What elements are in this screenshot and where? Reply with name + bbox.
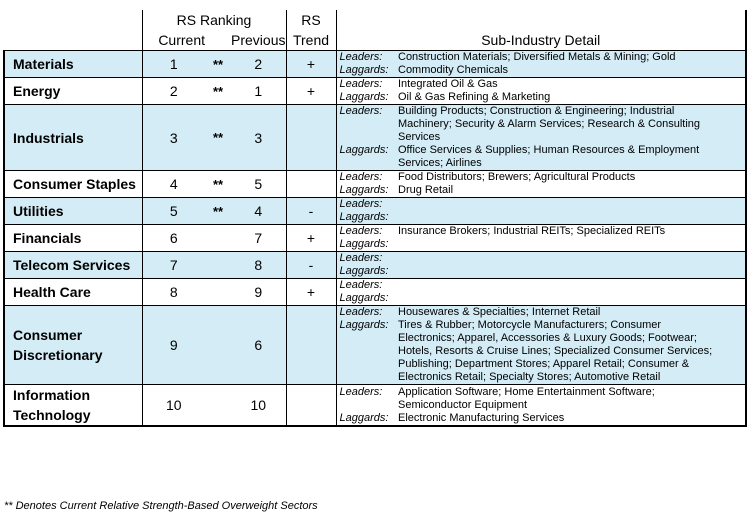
current-rank: 7 [142,252,205,279]
overweight-marker: ** [205,105,231,171]
sub-industry-header: Sub-Industry Detail [336,10,746,51]
laggards-label: Laggards: [339,144,389,156]
rs-trend: + [286,225,336,252]
laggards-text: Electronics; Apparel, Accessories & Luxury Goods; Footwear; [398,332,697,344]
current-rank: 6 [142,225,205,252]
leaders-text: Semiconductor Equipment [398,398,528,411]
detail-labels [336,78,398,105]
overweight-marker: ** [205,51,231,78]
leaders-label: Leaders: [339,171,383,183]
sector-name: Energy [4,78,142,105]
overweight-marker [205,252,231,279]
rs-trend [286,385,336,427]
sector-name-line: Technology [13,407,91,423]
rs-trend: + [286,78,336,105]
label-spacer [340,399,399,412]
sector-name [4,306,142,385]
detail-labels [336,198,398,225]
detail-labels [336,105,398,171]
previous-rank: 4 [231,198,286,225]
sector-name-line: Consumer [13,327,83,343]
detail-values [398,279,746,306]
laggards-text: Electronic Manufacturing Services [398,411,565,424]
sector-row [4,252,746,279]
leaders-text: Application Software; Home Entertainment Software; [398,385,655,398]
laggards-text: Commodity Chemicals [398,64,509,76]
leaders-text [398,252,741,265]
laggards-text [398,292,741,305]
detail-labels [336,225,398,252]
current-header: Current [142,30,205,51]
detail-values [398,105,746,171]
leaders-label: Leaders: [339,385,383,398]
sector-name: Consumer Staples [4,171,142,198]
sector-name: Industrials [4,105,142,171]
rs-trend [286,171,336,198]
laggards-text: Office Services & Supplies; Human Resources & Employment [398,144,700,156]
laggards-text [398,265,741,278]
previous-rank: 2 [231,51,286,78]
overweight-marker [205,385,231,427]
leaders-text: Insurance Brokers; Industrial REITs; Specialized REITs [398,225,666,237]
laggards-label: Laggards: [339,64,389,76]
leaders-text [398,279,741,292]
rs-trend: - [286,252,336,279]
rs-trend: - [286,198,336,225]
laggards-text: Tires & Rubber; Motorcycle Manufacturers; Consumer [398,319,662,331]
label-spacer [340,345,399,358]
leaders-label: Leaders: [339,252,383,264]
sector-row [4,225,746,252]
rs-ranking-header: RS Ranking [142,10,286,30]
detail-labels [336,171,398,198]
current-rank: 10 [142,385,205,427]
detail-labels [336,51,398,78]
rs-trend-header-top: RS [286,10,336,30]
detail-labels [336,385,398,427]
overweight-marker: ** [205,78,231,105]
current-rank: 5 [142,198,205,225]
leaders-label: Leaders: [339,78,383,90]
leaders-text [398,198,741,211]
laggards-text: Oil & Gas Refining & Marketing [398,91,551,103]
detail-labels [336,306,398,385]
label-spacer [340,332,399,345]
laggards-label: Laggards: [339,238,389,250]
sector-name-line: Discretionary [13,347,103,363]
previous-rank: 9 [231,279,286,306]
rs-trend-header-bottom: Trend [286,30,336,51]
current-rank: 9 [142,306,205,385]
sector-name [4,385,142,427]
previous-rank: 10 [231,385,286,427]
leaders-text: Food Distributors; Brewers; Agricultural Products [398,171,636,183]
laggards-text: Hotels, Resorts & Cruise Lines; Specialized Consumer Services; [398,345,713,357]
overweight-marker: ** [205,171,231,198]
previous-rank: 5 [231,171,286,198]
sector-row [4,171,746,198]
leaders-text: Services [398,131,441,143]
leaders-label: Leaders: [339,51,383,63]
laggards-label: Laggards: [339,319,389,331]
label-spacer [340,118,399,131]
current-rank: 8 [142,279,205,306]
leaders-text: Integrated Oil & Gas [398,78,498,90]
sector-name-line: Information [13,387,90,403]
current-rank: 3 [142,105,205,171]
previous-rank: 8 [231,252,286,279]
sector-name: Materials [4,51,142,78]
detail-values [398,306,746,385]
laggards-label: Laggards: [339,91,389,103]
rs-ranking-table [3,10,747,427]
laggards-label: Laggards: [339,411,389,424]
overweight-marker [205,225,231,252]
overweight-marker [205,279,231,306]
leaders-label: Leaders: [339,279,383,291]
leaders-text: Machinery; Security & Alarm Services; Research & Consulting [398,118,701,130]
previous-rank: 3 [231,105,286,171]
label-spacer [340,157,399,170]
sector-row [4,51,746,78]
current-rank: 4 [142,171,205,198]
label-spacer [340,358,399,371]
footnote: ** Denotes Current Relative Strength-Based Overweight Sectors [4,500,318,512]
sector-name: Utilities [4,198,142,225]
previous-rank: 7 [231,225,286,252]
laggards-label: Laggards: [339,211,389,223]
detail-values [398,385,746,427]
current-rank: 1 [142,51,205,78]
sector-name: Financials [4,225,142,252]
leaders-label: Leaders: [339,198,383,210]
rs-trend: + [286,51,336,78]
leaders-label: Leaders: [339,225,383,237]
detail-labels [336,279,398,306]
previous-rank: 6 [231,306,286,385]
laggards-text: Electronics Retail; Specialty Stores; Automotive Retail [398,371,661,383]
detail-values [398,225,746,252]
laggards-text [398,238,741,251]
laggards-text [398,211,741,224]
rs-trend: + [286,279,336,306]
laggards-label: Laggards: [339,184,389,196]
sector-row [4,306,746,385]
laggards-text: Services; Airlines [398,157,482,169]
leaders-label: Leaders: [339,105,383,117]
label-spacer [340,131,399,144]
sector-row [4,105,746,171]
sector-row [4,78,746,105]
overweight-marker: ** [205,198,231,225]
detail-values [398,171,746,198]
current-rank: 2 [142,78,205,105]
laggards-text: Drug Retail [398,184,454,196]
detail-values [398,78,746,105]
overweight-marker [205,306,231,385]
leaders-text: Building Products; Construction & Engineering; Industrial [398,105,675,117]
laggards-label: Laggards: [339,292,389,304]
leaders-label: Leaders: [339,306,383,318]
sector-row [4,385,746,427]
rs-trend [286,306,336,385]
rs-trend [286,105,336,171]
detail-values [398,198,746,225]
detail-values [398,252,746,279]
laggards-text: Publishing; Department Stores; Apparel Retail; Consumer & [398,358,690,370]
label-spacer [340,371,399,384]
sector-name: Telecom Services [4,252,142,279]
sector-name: Health Care [4,279,142,306]
laggards-label: Laggards: [339,265,389,277]
leaders-text: Construction Materials; Diversified Metals & Mining; Gold [398,51,676,63]
leaders-text: Housewares & Specialties; Internet Retail [398,306,601,318]
detail-values [398,51,746,78]
sector-row [4,198,746,225]
previous-header: Previous [231,30,286,51]
previous-rank: 1 [231,78,286,105]
detail-labels [336,252,398,279]
sector-row [4,279,746,306]
